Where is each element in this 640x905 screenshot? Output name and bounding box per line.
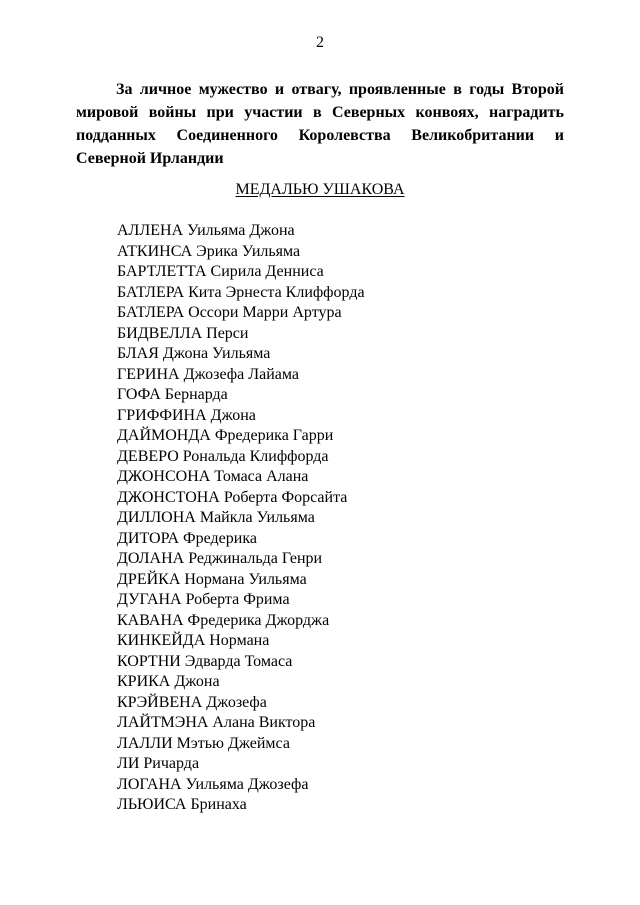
recipient-name: ДРЕЙКА Нормана Уильяма (117, 570, 307, 588)
recipient-name: ДИЛЛОНА Майкла Уильяма (117, 509, 315, 526)
recipient-name: ЛЬЮИСА Бринаха (117, 796, 247, 813)
recipient-name: КРЭЙВЕНА Джозефа (117, 693, 267, 711)
recipient-name: ДОЛАНА Реджинальда Генри (117, 550, 323, 567)
recipient-name: ГРИФФИНА Джона (117, 406, 256, 424)
recipient-name: ДЖОНСОНА Томаса Алана (117, 468, 309, 485)
recipient-name: БАРТЛЕТТА Сирила Денниса (117, 263, 324, 280)
recipient-name: ЛАЙТМЭНА Алана Виктора (117, 714, 316, 731)
preamble-line: Северной Ирландии (76, 150, 224, 167)
recipient-name: ДАЙМОНДА Фредерика Гарри (117, 427, 334, 444)
recipient-name: ГОФА Бернарда (117, 386, 228, 403)
recipient-name: БИДВЕЛЛА Перси (117, 324, 249, 342)
preamble-line: подданных Соединенного Королевства Великобритании и (76, 127, 564, 144)
recipient-name: ЛИ Ричарда (117, 755, 200, 772)
recipient-name: ДУГАНА Роберта Фрима (117, 591, 290, 608)
preamble-line: За личное мужество и отвагу, проявленные в годы Второй (116, 81, 564, 98)
recipient-name: БАТЛЕРА Оссори Марри Артура (117, 304, 342, 321)
decree-preamble (76, 78, 564, 170)
recipient-list (117, 221, 365, 816)
recipient-name: КИНКЕЙДА Нормана (117, 632, 270, 649)
recipient-name: БЛАЯ Джона Уильяма (117, 345, 271, 362)
recipient-name: ЛАЛЛИ Мэтью Джеймса (117, 734, 290, 752)
recipient-name: АТКИНСА Эрика Уильяма (117, 242, 301, 260)
recipient-name: ДЕВЕРО Рональда Клиффорда (117, 447, 329, 465)
page-number: 2 (316, 34, 324, 51)
recipient-name: КАВАНА Фредерика Джорджа (117, 611, 330, 629)
award-title: МЕДАЛЬЮ УШАКОВА (235, 181, 405, 198)
preamble-line: мировой войны при участии в Северных конвоях, наградить (76, 104, 564, 121)
recipient-name: ЛОГАНА Уильяма Джозефа (117, 775, 309, 793)
recipient-name: ДИТОРА Фредерика (117, 529, 257, 547)
recipient-name: БАТЛЕРА Кита Эрнеста Клиффорда (117, 283, 365, 301)
recipient-name: ДЖОНСТОНА Роберта Форсайта (117, 488, 348, 506)
recipient-name: АЛЛЕНА Уильяма Джона (117, 222, 295, 239)
recipient-name: ГЕРИНА Джозефа Лайама (117, 365, 299, 383)
recipient-name: КОРТНИ Эдварда Томаса (117, 652, 293, 670)
recipient-name: КРИКА Джона (117, 673, 220, 690)
